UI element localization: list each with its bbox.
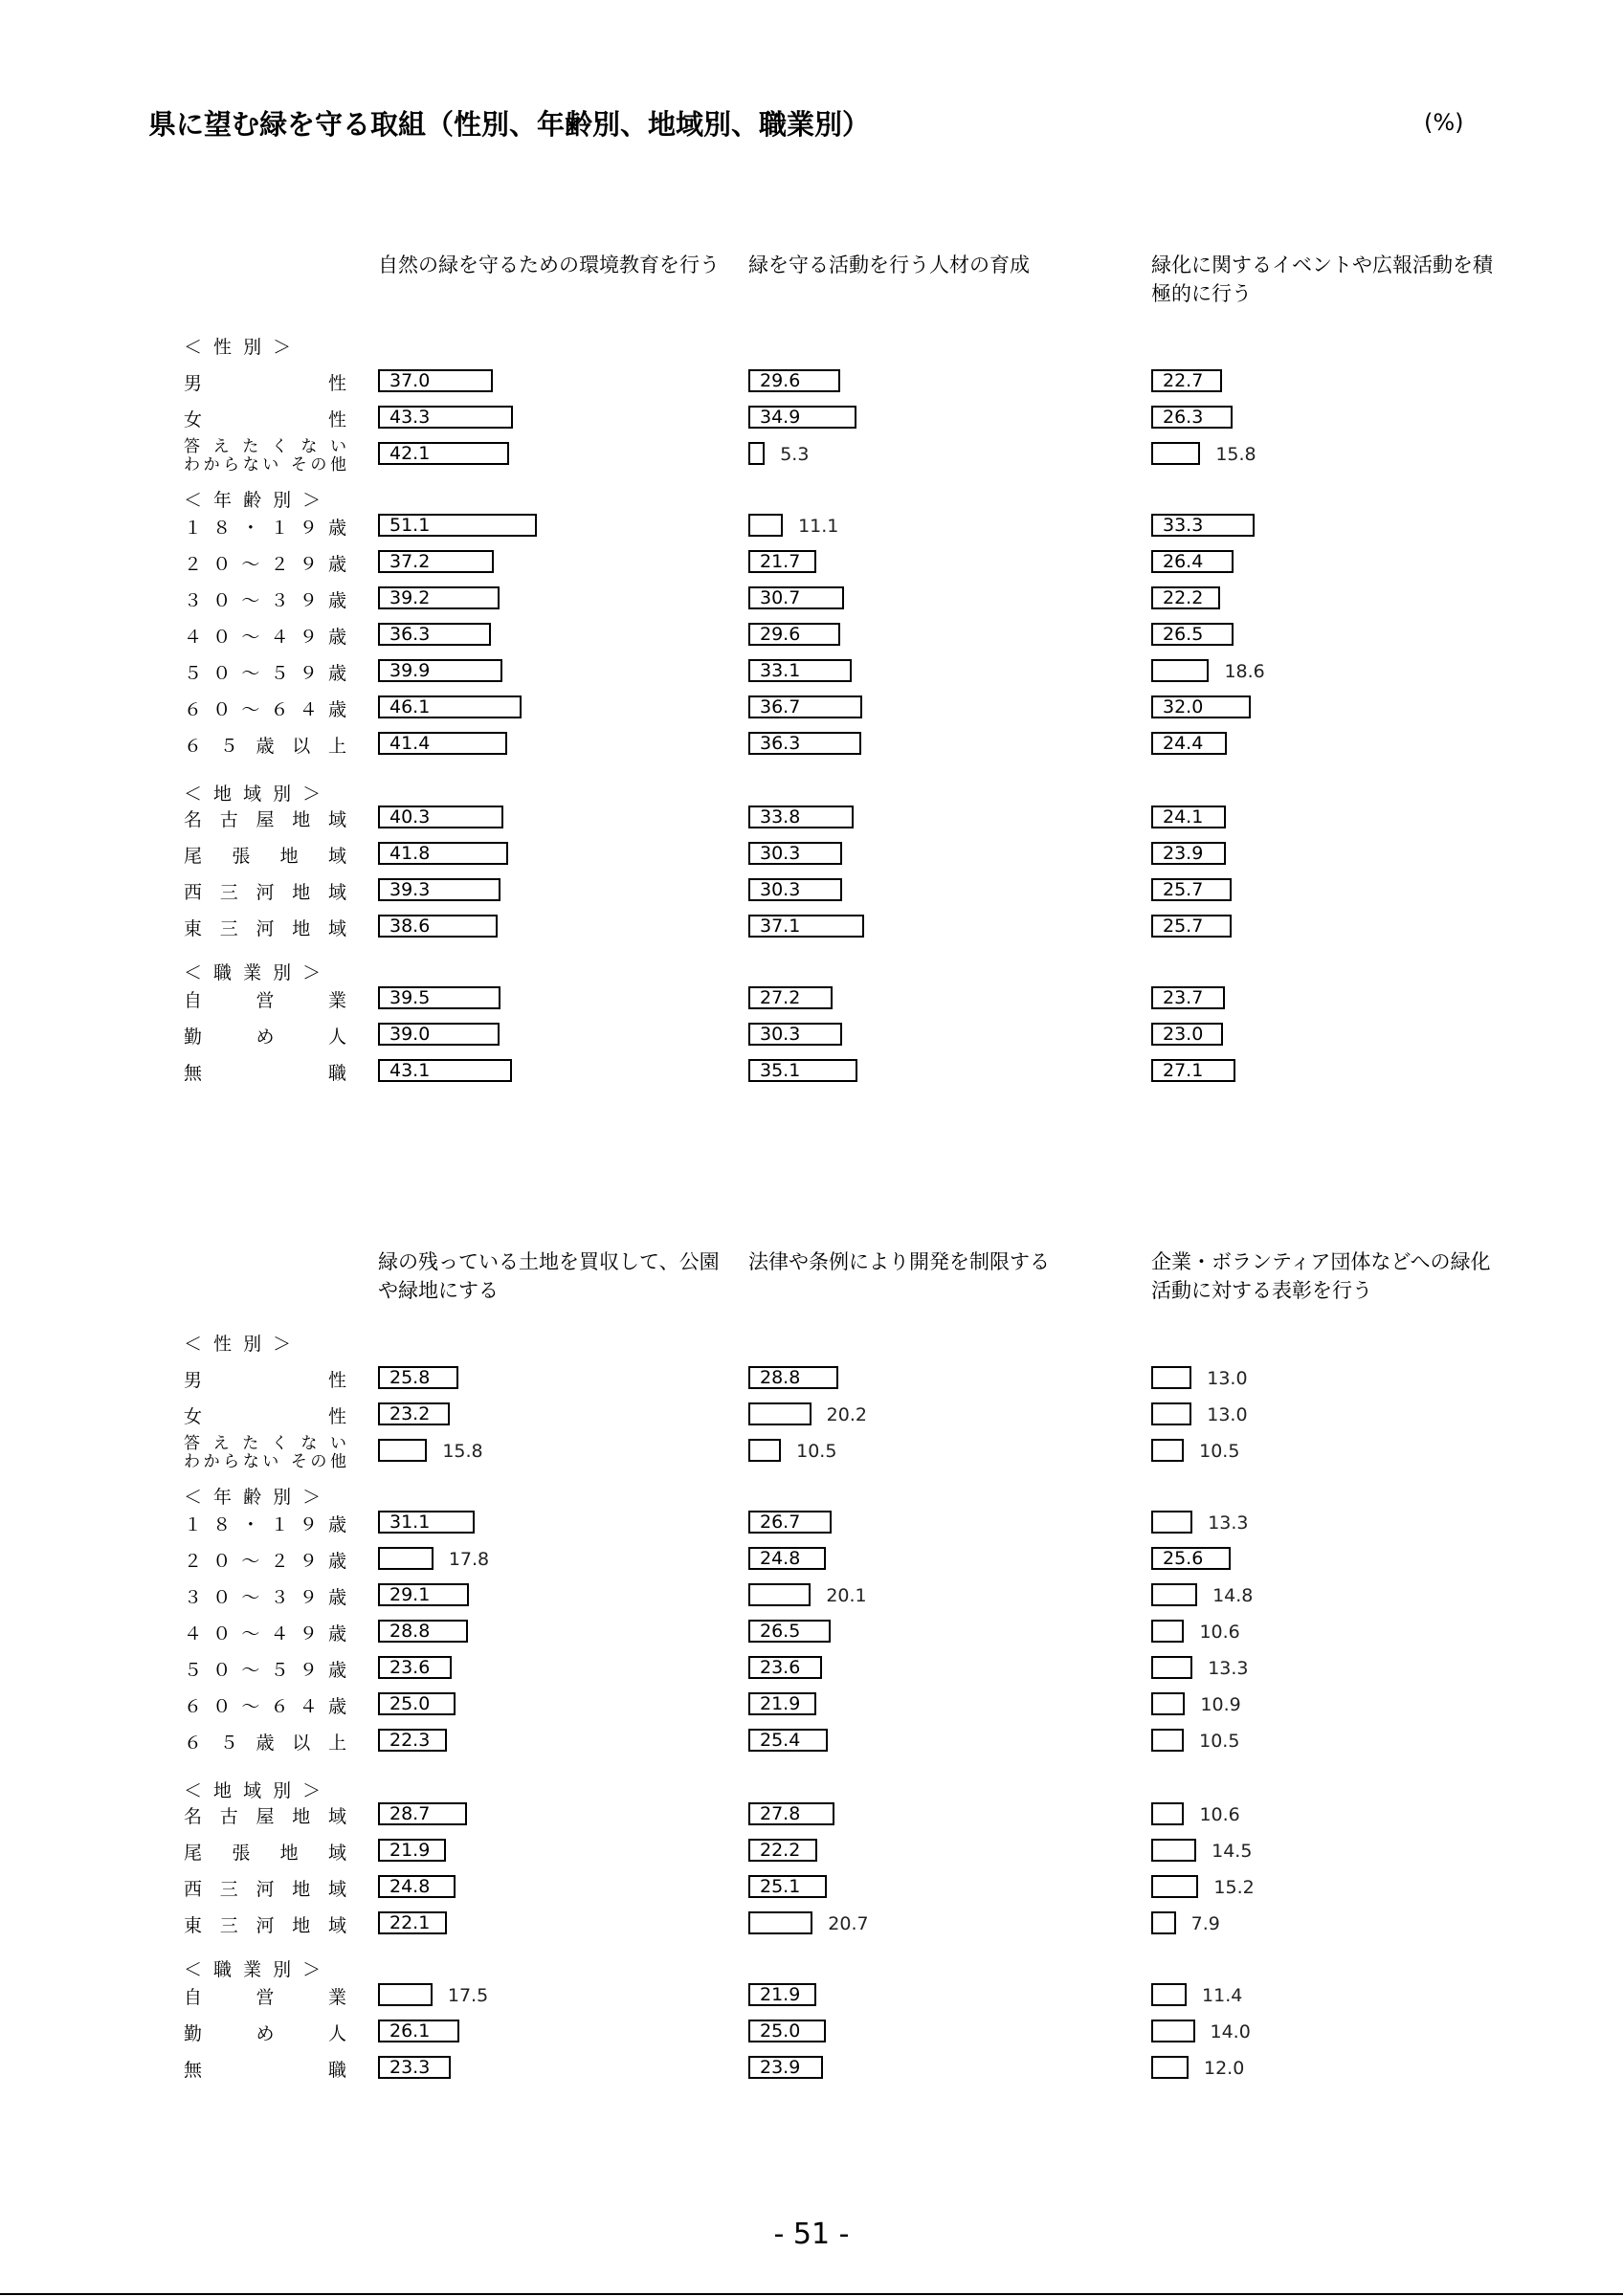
column-heading-3: 企業・ボランティア団体などへの緑化活動に対する表彰を行う [1151,1250,1491,1302]
row-label [184,806,346,830]
bar [1151,1366,1191,1389]
data-label: 35.1 [760,1060,801,1081]
data-label: 33.1 [760,660,801,681]
row-label [184,1402,346,1427]
row-label-text: 無 職 [184,2060,346,2081]
row-label-text: 西三河地域 [184,882,346,903]
bar [1151,1583,1197,1606]
data-label: 26.1 [389,2020,431,2042]
data-label: 23.3 [389,2057,431,2078]
column-heading-2: 緑を守る活動を行う人材の育成 [748,254,1030,276]
row-label-text: 自 営 業 [184,1987,346,2008]
bar [1151,1692,1185,1715]
bar [748,1439,781,1462]
row-label-line1: 答 え た く な い [184,1434,346,1453]
data-label: 30.3 [760,1024,801,1045]
data-label: 26.7 [760,1512,801,1533]
data-label: 14.5 [1212,1841,1253,1862]
data-label: 22.1 [389,1912,431,1933]
data-label: 27.8 [760,1803,801,1824]
bar [1151,1911,1176,1934]
row-label-line1: 答 え た く な い [184,437,346,456]
data-label: 37.2 [389,551,431,572]
group-header: ＜ 年 齢 別 ＞ [184,490,324,511]
row-label [184,2056,346,2081]
row-label-text: 東三河地域 [184,1915,346,1936]
bar [748,1911,812,1934]
data-label: 25.7 [1163,879,1204,900]
bar [1151,1729,1184,1752]
data-label: 51.1 [389,515,431,536]
data-label: 27.1 [1163,1060,1204,1081]
row-label-text: 女 性 [184,1406,346,1427]
row-label-text: ４０～４９歳 [184,627,346,648]
bar [1151,1656,1192,1679]
data-label: 13.0 [1207,1368,1248,1389]
row-label-text: 男 性 [184,1370,346,1391]
bar [1151,1620,1184,1643]
data-label: 43.3 [389,407,431,428]
row-label [184,406,346,430]
group-header: ＜ 地 域 別 ＞ [184,1780,324,1801]
data-label: 46.1 [389,696,431,718]
row-label [184,2020,346,2044]
bar [1151,1983,1187,2006]
data-label: 17.8 [448,1549,490,1570]
group-header: ＜ 職 業 別 ＞ [184,962,324,983]
data-label: 11.4 [1202,1985,1243,2006]
row-label [184,1729,346,1754]
data-label: 5.3 [780,444,810,465]
row-label-text: 西三河地域 [184,1879,346,1900]
row-label-text: 無 職 [184,1063,346,1084]
row-label [184,842,346,867]
data-label: 15.8 [442,1441,483,1462]
row-label-text: ３０～３９歳 [184,1587,346,1608]
row-label [184,1435,346,1471]
data-label: 21.9 [760,1984,801,2005]
data-label: 32.0 [1163,696,1204,718]
data-label: 29.6 [760,370,801,391]
row-label [184,550,346,575]
data-label: 13.3 [1208,1658,1249,1679]
data-label: 14.8 [1212,1585,1254,1606]
data-label: 39.9 [389,660,431,681]
bar [378,1439,427,1462]
column-heading-1: 自然の緑を守るための環境教育を行う [378,254,720,276]
data-label: 37.0 [389,370,431,391]
row-label-text: ３０～３９歳 [184,590,346,611]
column-heading-2: 法律や条例により開発を制限する [748,1250,1050,1273]
data-label: 36.3 [760,733,801,754]
row-label-text: ５０～５９歳 [184,663,346,684]
data-label: 31.1 [389,1512,431,1533]
row-label [184,1692,346,1717]
data-label: 13.3 [1208,1512,1249,1534]
row-label-text: 名古屋地域 [184,1806,346,1827]
bar [1151,1802,1184,1825]
data-label: 25.1 [760,1876,801,1897]
group-header: ＜ 職 業 別 ＞ [184,1959,324,1980]
row-label [184,732,346,757]
row-label-text: ２０～２９歳 [184,554,346,575]
row-label [184,1547,346,1572]
row-label-text: 男 性 [184,373,346,394]
row-label-text: １８・１９歳 [184,518,346,539]
data-label: 23.7 [1163,987,1204,1008]
row-label [184,1366,346,1391]
bar [1151,659,1209,682]
row-label-text: 女 性 [184,409,346,430]
data-label: 30.7 [760,587,801,608]
data-label: 15.8 [1215,444,1256,465]
bar [748,1402,812,1425]
row-label-line2: わからない その他 [184,1452,346,1471]
unit-label: (%) [1424,109,1464,136]
data-label: 33.3 [1163,515,1204,536]
data-label: 21.9 [389,1840,431,1861]
row-label-text: ６０～６４歳 [184,699,346,720]
data-label: 21.9 [760,1693,801,1714]
bar [1151,1402,1191,1425]
bar [1151,442,1200,465]
row-label-text: ５０～５９歳 [184,1660,346,1681]
data-label: 22.3 [389,1730,431,1751]
data-label: 24.4 [1163,733,1204,754]
data-label: 10.5 [796,1441,837,1462]
data-label: 25.8 [389,1367,431,1388]
data-label: 14.0 [1210,2021,1251,2042]
row-label-text: 東三河地域 [184,918,346,939]
row-label-text: ２０～２９歳 [184,1551,346,1572]
data-label: 12.0 [1204,2058,1245,2079]
row-label [184,915,346,939]
data-label: 15.2 [1213,1877,1255,1898]
row-label-text: 勤 め 人 [184,1027,346,1048]
row-label [184,369,346,394]
data-label: 34.9 [760,407,801,428]
data-label: 26.3 [1163,407,1204,428]
data-label: 23.6 [760,1657,801,1678]
data-label: 18.6 [1224,661,1265,682]
data-label: 10.5 [1199,1731,1240,1752]
data-label: 25.7 [1163,916,1204,937]
row-label [184,438,346,475]
data-label: 39.0 [389,1024,431,1045]
column-heading-1: 緑の残っている土地を買収して、公園や緑地にする [378,1250,720,1302]
row-label [184,1583,346,1608]
row-label-text: 尾張地域 [184,1843,346,1864]
data-label: 39.3 [389,879,431,900]
column-heading-3: 緑化に関するイベントや広報活動を積極的に行う [1151,254,1493,305]
data-label: 29.6 [760,624,801,645]
bar [748,514,783,537]
data-label: 30.3 [760,843,801,864]
data-label: 30.3 [760,879,801,900]
row-label-text: 自 営 業 [184,990,346,1011]
bar [1151,2056,1189,2079]
data-label: 36.7 [760,696,801,718]
row-label [184,1511,346,1535]
data-label: 26.5 [1163,624,1204,645]
row-label-text: １８・１９歳 [184,1514,346,1535]
data-label: 41.4 [389,733,431,754]
data-label: 26.4 [1163,551,1204,572]
row-label [184,659,346,684]
data-label: 17.5 [447,1985,489,2006]
data-label: 23.0 [1163,1024,1204,1045]
row-label-text: 名古屋地域 [184,809,346,830]
row-label [184,586,346,611]
data-label: 20.2 [826,1404,867,1425]
data-label: 36.3 [389,624,431,645]
page-number: - 51 - [773,2218,850,2251]
data-label: 22.7 [1163,370,1204,391]
data-label: 41.8 [389,843,431,864]
data-label: 40.3 [389,806,431,828]
data-label: 22.2 [1163,587,1204,608]
data-label: 43.1 [389,1060,431,1081]
data-label: 28.8 [389,1621,431,1642]
data-label: 22.2 [760,1840,801,1861]
data-label: 23.6 [389,1657,431,1678]
bar [1151,1839,1196,1862]
row-label-text: 尾張地域 [184,846,346,867]
data-label: 37.1 [760,916,801,937]
data-label: 25.0 [760,2020,801,2042]
data-label: 24.8 [760,1548,801,1569]
bar [1151,1511,1192,1534]
chart-panel-bottom [0,997,1623,2081]
data-label: 27.2 [760,987,801,1008]
bar [748,442,765,465]
data-label: 7.9 [1190,1913,1220,1934]
data-label: 25.4 [760,1730,801,1751]
row-label [184,1839,346,1864]
data-label: 21.7 [760,551,801,572]
data-label: 28.7 [389,1803,431,1824]
row-label [184,1802,346,1827]
data-label: 10.6 [1199,1804,1240,1825]
row-label [184,695,346,720]
data-label: 13.0 [1207,1404,1248,1425]
row-label [184,623,346,648]
row-label [184,514,346,539]
row-label-text: ６５歳以上 [184,736,346,757]
chart-panel-top [0,0,1623,1084]
group-header: ＜ 年 齢 別 ＞ [184,1487,324,1508]
data-label: 20.7 [828,1913,869,1934]
data-label: 42.1 [389,443,431,464]
bar [378,1547,434,1570]
data-label: 24.1 [1163,806,1204,828]
bottom-rule [0,2293,1623,2295]
data-label: 20.1 [826,1585,867,1606]
data-label: 10.5 [1199,1441,1240,1462]
bar [1151,1875,1198,1898]
row-label [184,1911,346,1936]
data-label: 23.2 [389,1403,431,1424]
group-header: ＜ 性 別 ＞ [184,1334,295,1355]
row-label-text: ６５歳以上 [184,1733,346,1754]
data-label: 33.8 [760,806,801,828]
row-label [184,1875,346,1900]
row-label-text: ６０～６４歳 [184,1696,346,1717]
page-title: 県に望む緑を守る取組（性別、年齢別、地域別、職業別） [148,108,871,141]
data-label: 23.9 [1163,843,1204,864]
group-header: ＜ 地 域 別 ＞ [184,784,324,805]
row-label-line2: わからない その他 [184,455,346,475]
data-label: 24.8 [389,1876,431,1897]
bar [378,1983,433,2006]
bar [1151,2020,1195,2042]
data-label: 28.8 [760,1367,801,1388]
data-label: 39.2 [389,587,431,608]
data-label: 26.5 [760,1621,801,1642]
row-label-text: ４０～４９歳 [184,1623,346,1645]
bar [748,1583,811,1606]
row-label [184,1656,346,1681]
row-label [184,1983,346,2008]
bar [1151,1439,1184,1462]
data-label: 23.9 [760,2057,801,2078]
group-header: ＜ 性 別 ＞ [184,337,295,358]
data-label: 25.6 [1163,1548,1204,1569]
row-label [184,1620,346,1645]
row-label-text: 勤 め 人 [184,2023,346,2044]
data-label: 10.9 [1200,1694,1241,1715]
data-label: 29.1 [389,1584,431,1605]
data-label: 38.6 [389,916,431,937]
data-label: 10.6 [1199,1622,1240,1643]
row-label [184,878,346,903]
data-label: 25.0 [389,1693,431,1714]
data-label: 39.5 [389,987,431,1008]
data-label: 11.1 [798,516,839,537]
